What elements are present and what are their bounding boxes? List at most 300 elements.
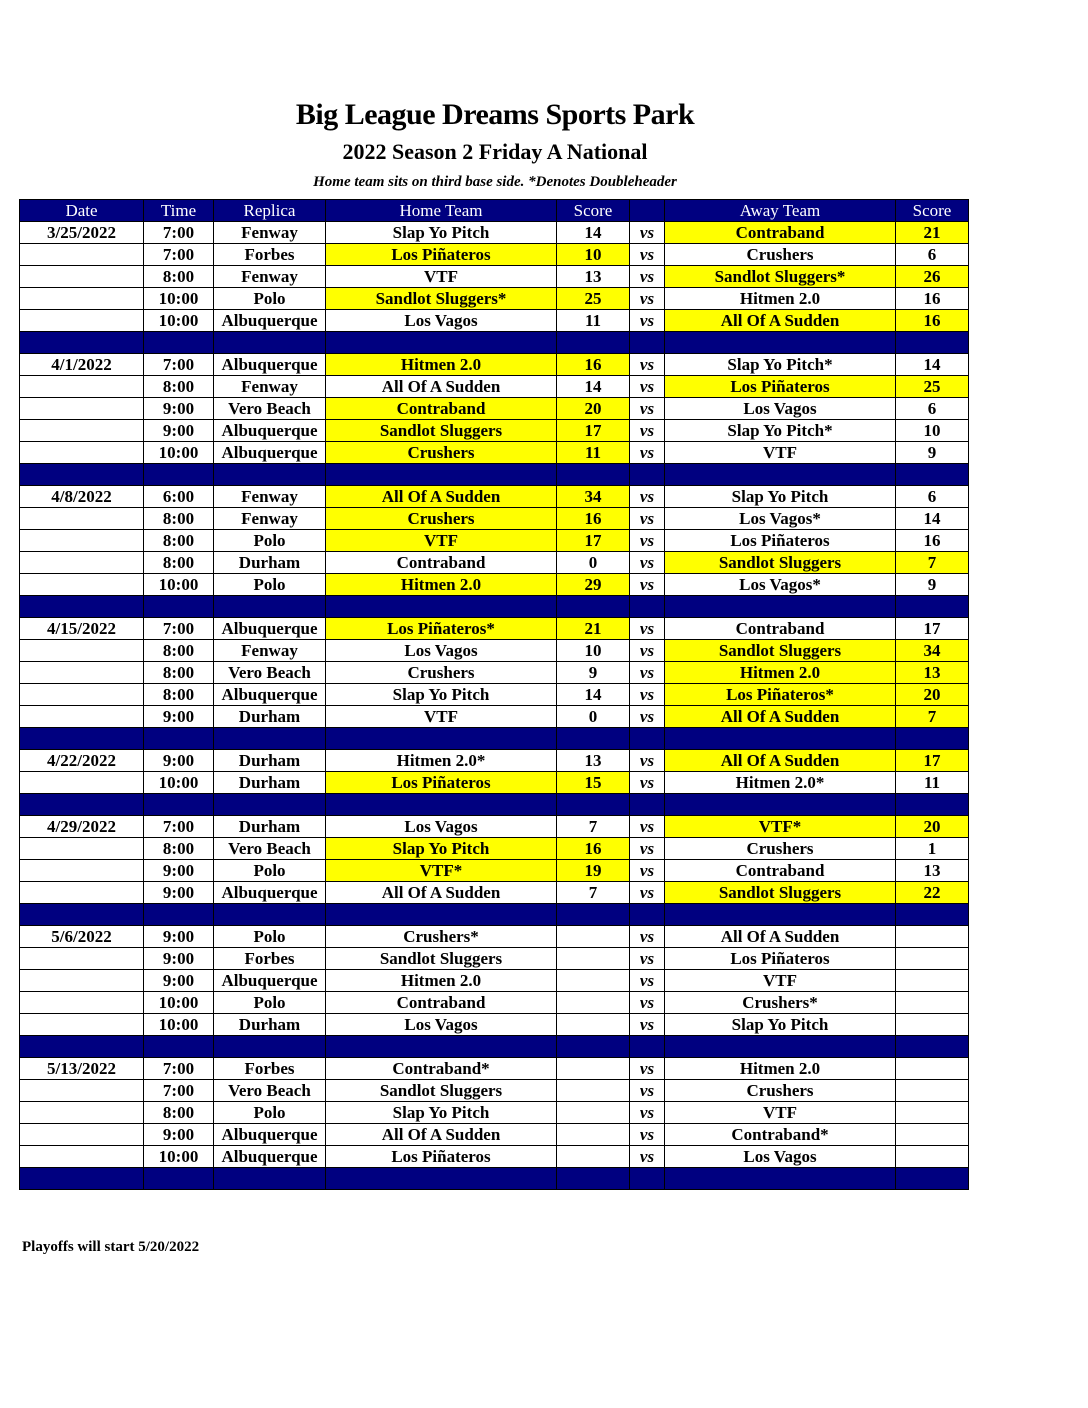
separator-cell (20, 1036, 144, 1058)
away-score: 13 (896, 662, 969, 684)
game-field: Polo (214, 1102, 326, 1124)
separator-cell (326, 728, 557, 750)
separator-cell (557, 794, 630, 816)
separator-cell (665, 464, 896, 486)
table-row (20, 662, 969, 684)
separator-cell (665, 332, 896, 354)
away-team: Los Vagos (665, 398, 896, 420)
week-separator-row (20, 332, 969, 354)
table-row (20, 486, 969, 508)
home-team: Los Vagos (326, 1014, 557, 1036)
home-team: Los Piñateros (326, 244, 557, 266)
home-team: Contraband (326, 398, 557, 420)
away-score: 16 (896, 310, 969, 332)
home-score: 16 (557, 838, 630, 860)
home-team: Slap Yo Pitch (326, 1102, 557, 1124)
home-team: Slap Yo Pitch (326, 222, 557, 244)
away-score: 14 (896, 508, 969, 530)
separator-cell (557, 596, 630, 618)
game-time: 9:00 (144, 882, 214, 904)
week-separator-row (20, 464, 969, 486)
game-field: Vero Beach (214, 1080, 326, 1102)
game-date (20, 948, 144, 970)
game-time: 7:00 (144, 244, 214, 266)
game-field: Forbes (214, 948, 326, 970)
away-score: 9 (896, 574, 969, 596)
game-field: Albuquerque (214, 310, 326, 332)
table-row (20, 992, 969, 1014)
table-row (20, 288, 969, 310)
separator-cell (896, 596, 969, 618)
away-score: 13 (896, 860, 969, 882)
table-row (20, 684, 969, 706)
home-team: VTF* (326, 860, 557, 882)
vs-label: vs (630, 1014, 665, 1036)
game-field: Fenway (214, 640, 326, 662)
home-team: Sandlot Sluggers* (326, 288, 557, 310)
vs-label: vs (630, 970, 665, 992)
game-field: Forbes (214, 1058, 326, 1080)
table-row (20, 1146, 969, 1168)
away-score: 11 (896, 772, 969, 794)
game-time: 8:00 (144, 684, 214, 706)
separator-cell (665, 1036, 896, 1058)
table-row (20, 244, 969, 266)
separator-cell (557, 1168, 630, 1190)
separator-cell (896, 332, 969, 354)
game-field: Durham (214, 706, 326, 728)
game-date (20, 552, 144, 574)
away-team: Hitmen 2.0 (665, 662, 896, 684)
separator-cell (630, 904, 665, 926)
away-team: Crushers (665, 1080, 896, 1102)
home-score (557, 948, 630, 970)
game-time: 10:00 (144, 288, 214, 310)
vs-label: vs (630, 706, 665, 728)
away-team: Crushers (665, 244, 896, 266)
away-score: 7 (896, 552, 969, 574)
separator-cell (20, 728, 144, 750)
schedule-body (20, 222, 969, 1190)
separator-cell (144, 728, 214, 750)
away-team: Los Piñateros (665, 530, 896, 552)
game-time: 9:00 (144, 706, 214, 728)
separator-cell (630, 1036, 665, 1058)
vs-label: vs (630, 1102, 665, 1124)
game-field: Albuquerque (214, 420, 326, 442)
away-team: All Of A Sudden (665, 310, 896, 332)
home-score: 21 (557, 618, 630, 640)
separator-cell (214, 464, 326, 486)
game-time: 10:00 (144, 992, 214, 1014)
game-date (20, 706, 144, 728)
separator-cell (665, 904, 896, 926)
vs-label: vs (630, 398, 665, 420)
game-time: 8:00 (144, 662, 214, 684)
vs-label: vs (630, 288, 665, 310)
home-score: 0 (557, 706, 630, 728)
away-score (896, 1102, 969, 1124)
home-team: Hitmen 2.0* (326, 750, 557, 772)
home-score: 9 (557, 662, 630, 684)
away-team: Los Piñateros (665, 376, 896, 398)
away-team: VTF* (665, 816, 896, 838)
separator-cell (557, 728, 630, 750)
away-team: Slap Yo Pitch (665, 1014, 896, 1036)
away-team: Sandlot Sluggers (665, 882, 896, 904)
home-score: 14 (557, 684, 630, 706)
home-team: Contraband* (326, 1058, 557, 1080)
away-team: Hitmen 2.0 (665, 288, 896, 310)
home-score: 20 (557, 398, 630, 420)
table-row (20, 1058, 969, 1080)
away-score: 17 (896, 618, 969, 640)
game-time: 8:00 (144, 1102, 214, 1124)
col-header-vs (630, 200, 665, 222)
vs-label: vs (630, 1080, 665, 1102)
game-field: Polo (214, 288, 326, 310)
separator-cell (144, 596, 214, 618)
game-field: Fenway (214, 266, 326, 288)
home-team: VTF (326, 530, 557, 552)
separator-cell (20, 904, 144, 926)
game-date (20, 442, 144, 464)
separator-cell (326, 332, 557, 354)
separator-cell (214, 794, 326, 816)
game-time: 9:00 (144, 860, 214, 882)
game-date (20, 1014, 144, 1036)
home-team: Slap Yo Pitch (326, 684, 557, 706)
separator-cell (144, 904, 214, 926)
home-team: Sandlot Sluggers (326, 420, 557, 442)
table-row (20, 816, 969, 838)
col-header-away-team: Away Team (665, 200, 896, 222)
game-date: 5/6/2022 (20, 926, 144, 948)
game-date (20, 244, 144, 266)
vs-label: vs (630, 992, 665, 1014)
separator-cell (665, 794, 896, 816)
week-separator-row (20, 728, 969, 750)
home-score: 19 (557, 860, 630, 882)
game-time: 8:00 (144, 552, 214, 574)
game-time: 9:00 (144, 926, 214, 948)
home-team: VTF (326, 266, 557, 288)
away-score: 14 (896, 354, 969, 376)
game-field: Vero Beach (214, 398, 326, 420)
home-team: All Of A Sudden (326, 486, 557, 508)
col-header-time: Time (144, 200, 214, 222)
home-score: 14 (557, 376, 630, 398)
home-team: Contraband (326, 992, 557, 1014)
away-score: 34 (896, 640, 969, 662)
game-time: 8:00 (144, 640, 214, 662)
vs-label: vs (630, 750, 665, 772)
home-score (557, 1124, 630, 1146)
table-row (20, 948, 969, 970)
home-team: Sandlot Sluggers (326, 1080, 557, 1102)
home-team: Los Vagos (326, 640, 557, 662)
game-time: 7:00 (144, 618, 214, 640)
game-field: Albuquerque (214, 1124, 326, 1146)
home-team: All Of A Sudden (326, 882, 557, 904)
col-header-home-score: Score (557, 200, 630, 222)
game-date (20, 860, 144, 882)
away-score (896, 948, 969, 970)
home-score: 17 (557, 530, 630, 552)
away-score (896, 992, 969, 1014)
separator-cell (557, 1036, 630, 1058)
game-time: 7:00 (144, 816, 214, 838)
home-team: Crushers (326, 442, 557, 464)
table-row (20, 552, 969, 574)
separator-cell (326, 596, 557, 618)
vs-label: vs (630, 486, 665, 508)
separator-cell (326, 904, 557, 926)
game-time: 9:00 (144, 750, 214, 772)
separator-cell (144, 794, 214, 816)
game-field: Polo (214, 574, 326, 596)
col-header-away-score: Score (896, 200, 969, 222)
vs-label: vs (630, 882, 665, 904)
header-note: Home team sits on third base side. *Denotes Doubleheader (313, 174, 677, 190)
game-time: 10:00 (144, 442, 214, 464)
table-row (20, 376, 969, 398)
away-score: 17 (896, 750, 969, 772)
game-date: 4/1/2022 (20, 354, 144, 376)
game-time: 9:00 (144, 970, 214, 992)
game-date (20, 574, 144, 596)
game-time: 10:00 (144, 1146, 214, 1168)
away-score: 20 (896, 816, 969, 838)
game-field: Albuquerque (214, 442, 326, 464)
home-team: All Of A Sudden (326, 1124, 557, 1146)
game-date (20, 508, 144, 530)
away-score: 22 (896, 882, 969, 904)
separator-cell (20, 794, 144, 816)
away-score: 6 (896, 244, 969, 266)
home-score (557, 1102, 630, 1124)
game-date (20, 398, 144, 420)
game-date (20, 376, 144, 398)
separator-cell (326, 794, 557, 816)
away-score: 6 (896, 398, 969, 420)
game-field: Durham (214, 772, 326, 794)
table-row (20, 618, 969, 640)
home-score: 7 (557, 816, 630, 838)
col-header-home-team: Home Team (326, 200, 557, 222)
separator-cell (144, 464, 214, 486)
game-field: Fenway (214, 486, 326, 508)
separator-cell (557, 332, 630, 354)
table-row (20, 1014, 969, 1036)
away-team: Crushers (665, 838, 896, 860)
game-field: Vero Beach (214, 838, 326, 860)
separator-cell (665, 1168, 896, 1190)
away-team: All Of A Sudden (665, 750, 896, 772)
game-time: 9:00 (144, 1124, 214, 1146)
home-score: 16 (557, 508, 630, 530)
vs-label: vs (630, 508, 665, 530)
away-team: Contraband (665, 860, 896, 882)
separator-cell (665, 728, 896, 750)
away-score: 20 (896, 684, 969, 706)
separator-cell (326, 464, 557, 486)
game-date (20, 640, 144, 662)
game-date: 3/25/2022 (20, 222, 144, 244)
home-team: Los Piñateros (326, 1146, 557, 1168)
separator-cell (20, 332, 144, 354)
table-row (20, 398, 969, 420)
game-field: Albuquerque (214, 684, 326, 706)
away-team: Los Piñateros (665, 948, 896, 970)
vs-label: vs (630, 948, 665, 970)
table-row (20, 530, 969, 552)
away-team: Sandlot Sluggers (665, 640, 896, 662)
away-team: Slap Yo Pitch* (665, 420, 896, 442)
home-score: 34 (557, 486, 630, 508)
game-date (20, 882, 144, 904)
away-team: VTF (665, 442, 896, 464)
game-time: 7:00 (144, 222, 214, 244)
table-row (20, 970, 969, 992)
away-score: 10 (896, 420, 969, 442)
table-row (20, 442, 969, 464)
game-field: Fenway (214, 222, 326, 244)
away-score: 7 (896, 706, 969, 728)
table-row (20, 508, 969, 530)
vs-label: vs (630, 244, 665, 266)
game-time: 7:00 (144, 1080, 214, 1102)
away-team: VTF (665, 970, 896, 992)
game-date (20, 288, 144, 310)
table-row (20, 574, 969, 596)
separator-cell (20, 1168, 144, 1190)
game-field: Forbes (214, 244, 326, 266)
away-team: VTF (665, 1102, 896, 1124)
home-score: 17 (557, 420, 630, 442)
col-header-date: Date (20, 200, 144, 222)
game-date (20, 266, 144, 288)
home-team: Crushers (326, 508, 557, 530)
game-date: 4/8/2022 (20, 486, 144, 508)
week-separator-row (20, 904, 969, 926)
vs-label: vs (630, 816, 665, 838)
home-score: 10 (557, 640, 630, 662)
away-team: Slap Yo Pitch (665, 486, 896, 508)
week-separator-row (20, 1036, 969, 1058)
vs-label: vs (630, 1146, 665, 1168)
separator-cell (214, 596, 326, 618)
table-row (20, 860, 969, 882)
vs-label: vs (630, 640, 665, 662)
footer-note: Playoffs will start 5/20/2022 (22, 1239, 200, 1255)
vs-label: vs (630, 618, 665, 640)
separator-cell (896, 728, 969, 750)
game-field: Albuquerque (214, 970, 326, 992)
home-score: 14 (557, 222, 630, 244)
home-team: Los Vagos (326, 816, 557, 838)
table-row (20, 420, 969, 442)
away-team: Los Vagos (665, 1146, 896, 1168)
home-team: Crushers* (326, 926, 557, 948)
game-field: Vero Beach (214, 662, 326, 684)
home-team: Sandlot Sluggers (326, 948, 557, 970)
game-field: Durham (214, 750, 326, 772)
separator-cell (214, 332, 326, 354)
game-date (20, 684, 144, 706)
game-date (20, 970, 144, 992)
week-separator-row (20, 1168, 969, 1190)
away-score (896, 926, 969, 948)
game-field: Polo (214, 992, 326, 1014)
table-row (20, 640, 969, 662)
separator-cell (630, 794, 665, 816)
away-team: Los Piñateros* (665, 684, 896, 706)
game-time: 9:00 (144, 948, 214, 970)
away-team: Contraband* (665, 1124, 896, 1146)
page-subtitle: 2022 Season 2 Friday A National (342, 139, 648, 164)
game-date (20, 1102, 144, 1124)
game-field: Fenway (214, 376, 326, 398)
game-time: 10:00 (144, 310, 214, 332)
home-score: 11 (557, 442, 630, 464)
home-score (557, 992, 630, 1014)
home-score: 13 (557, 266, 630, 288)
home-score: 13 (557, 750, 630, 772)
game-date: 5/13/2022 (20, 1058, 144, 1080)
away-score: 21 (896, 222, 969, 244)
vs-label: vs (630, 442, 665, 464)
table-row (20, 354, 969, 376)
week-separator-row (20, 596, 969, 618)
away-score: 16 (896, 288, 969, 310)
away-team: Hitmen 2.0* (665, 772, 896, 794)
separator-cell (630, 1168, 665, 1190)
separator-cell (214, 1036, 326, 1058)
page-title: Big League Dreams Sports Park (295, 98, 695, 131)
table-row (20, 222, 969, 244)
col-header-replica: Replica (214, 200, 326, 222)
vs-label: vs (630, 1124, 665, 1146)
game-date (20, 662, 144, 684)
vs-label: vs (630, 376, 665, 398)
home-score: 25 (557, 288, 630, 310)
game-time: 6:00 (144, 486, 214, 508)
separator-cell (896, 1036, 969, 1058)
separator-cell (896, 794, 969, 816)
home-team: Contraband (326, 552, 557, 574)
table-header-row (20, 200, 969, 222)
game-date (20, 772, 144, 794)
table-row (20, 1124, 969, 1146)
home-score: 11 (557, 310, 630, 332)
vs-label: vs (630, 310, 665, 332)
game-time: 10:00 (144, 772, 214, 794)
game-time: 7:00 (144, 1058, 214, 1080)
game-date (20, 1146, 144, 1168)
game-field: Albuquerque (214, 618, 326, 640)
away-score: 26 (896, 266, 969, 288)
home-score: 7 (557, 882, 630, 904)
week-separator-row (20, 794, 969, 816)
away-score (896, 1080, 969, 1102)
away-team: Los Vagos* (665, 574, 896, 596)
vs-label: vs (630, 222, 665, 244)
table-row (20, 838, 969, 860)
game-field: Polo (214, 860, 326, 882)
game-date (20, 838, 144, 860)
game-field: Polo (214, 530, 326, 552)
